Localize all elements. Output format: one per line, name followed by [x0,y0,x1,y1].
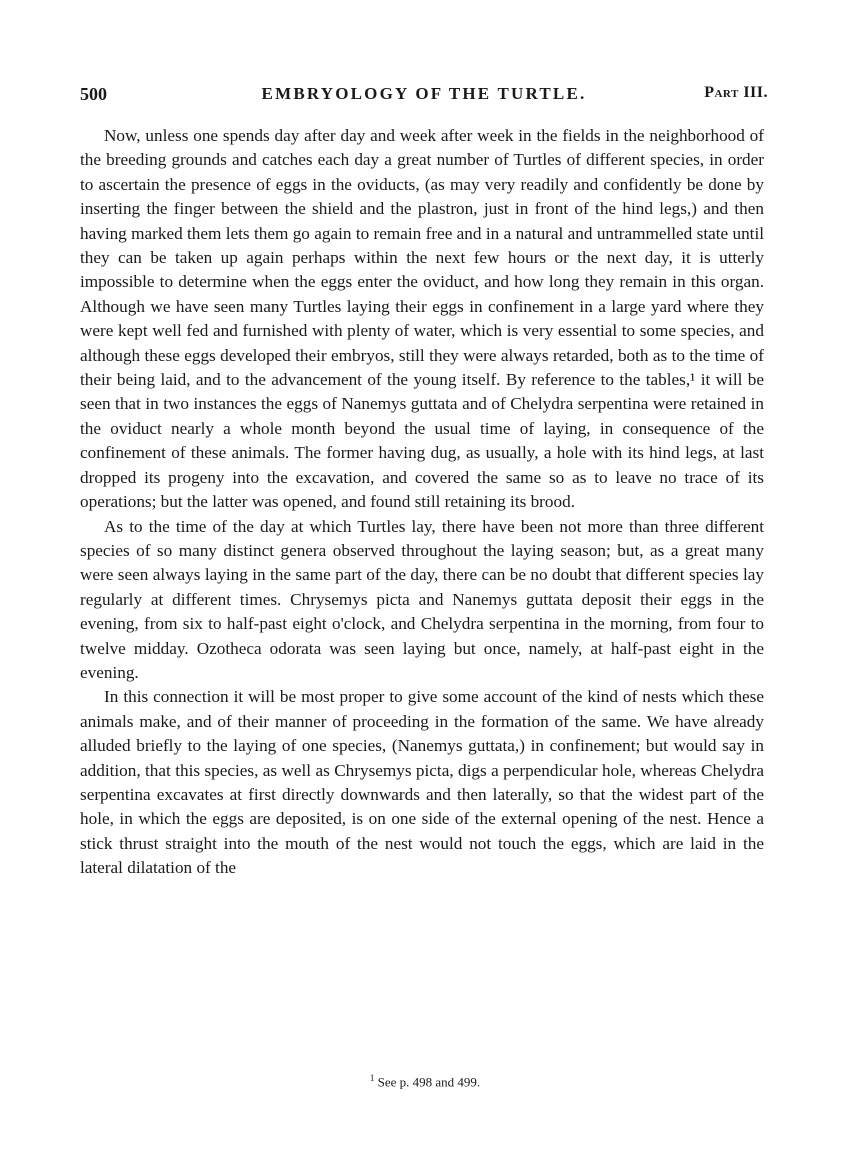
footnote-marker: 1 [369,1073,375,1083]
paragraph-1: Now, unless one spends day after day and week after week in the fields in the neighborhood of the breeding grounds and catches each day a great number of Turtles of different species, in order to ascertain the presence of eggs in the oviducts, (as may very readily and confidently be done by inserting the finger between the shield and the plastron, just in front of the hind legs,) and then having marked them lets them go again to remain free and in a natural and untrammelled state until they can be taken up again perhaps within the next few hours or the next day, it is utterly impossible to determine when the eggs enter the oviduct, and how long they remain in this organ. Although we have seen many Turtles laying their eggs in confinement in a large yard where they were kept well fed and furnished with plenty of water, which is very essential to some species, and although these eggs developed their embryos, still they were always retarded, both as to the time of their being laid, and to the advancement of the young itself. By reference to the tables,¹ it will be seen that in two instances the eggs of Nanemys guttata and of Chelydra serpentina were retained in the oviduct nearly a whole month beyond the usual time of laying, in consequence of the confinement of these animals. The former having dug, as usually, a hole with its hind legs, at last dropped its progeny into the excavation, and covered the same so as to leave no trace of its operations; but the latter was opened, and found still retaining its brood. [80,126,764,512]
page-header [80,84,768,112]
paragraph-2: As to the time of the day at which Turtles lay, there have been not more than three different species of so many distinct genera observed throughout the laying season; but, as a great many were seen always laying in the same part of the day, there can be no doubt that different species lay regularly at different times. Chrysemys picta and Nanemys guttata deposit their eggs in the evening, from six to half-past eight o'clock, and Chelydra serpentina in the morning, from four to twelve midday. Ozotheca odorata was seen laying but once, namely, at half-past eight in the evening. [80,516,764,682]
body-text [80,124,764,881]
footnote-text: See p. 498 and 499. [377,1074,481,1090]
paragraph-3: In this connection it will be most proper to give some account of the kind of nests which these animals make, and of their manner of proceeding in the formation of the same. We have already alluded briefly to the laying of one species, (Nanemys guttata,) in confinement; but would say in addition, that this species, as well as Chrysemys picta, digs a perpendicular hole, whereas Chelydra serpentina excavates at first directly downwards and then laterally, so that the widest part of the hole, in which the eggs are deposited, is on one side of the external opening of the nest. Hence a stick thrust straight into the mouth of the nest would not touch the eggs, which are laid in the lateral dilatation of the [80,687,764,878]
part-label: Part III. [704,84,768,101]
page-number: 500 [80,84,107,104]
footnote [0,1073,850,1090]
running-title: EMBRYOLOGY OF THE TURTLE. [261,84,587,103]
